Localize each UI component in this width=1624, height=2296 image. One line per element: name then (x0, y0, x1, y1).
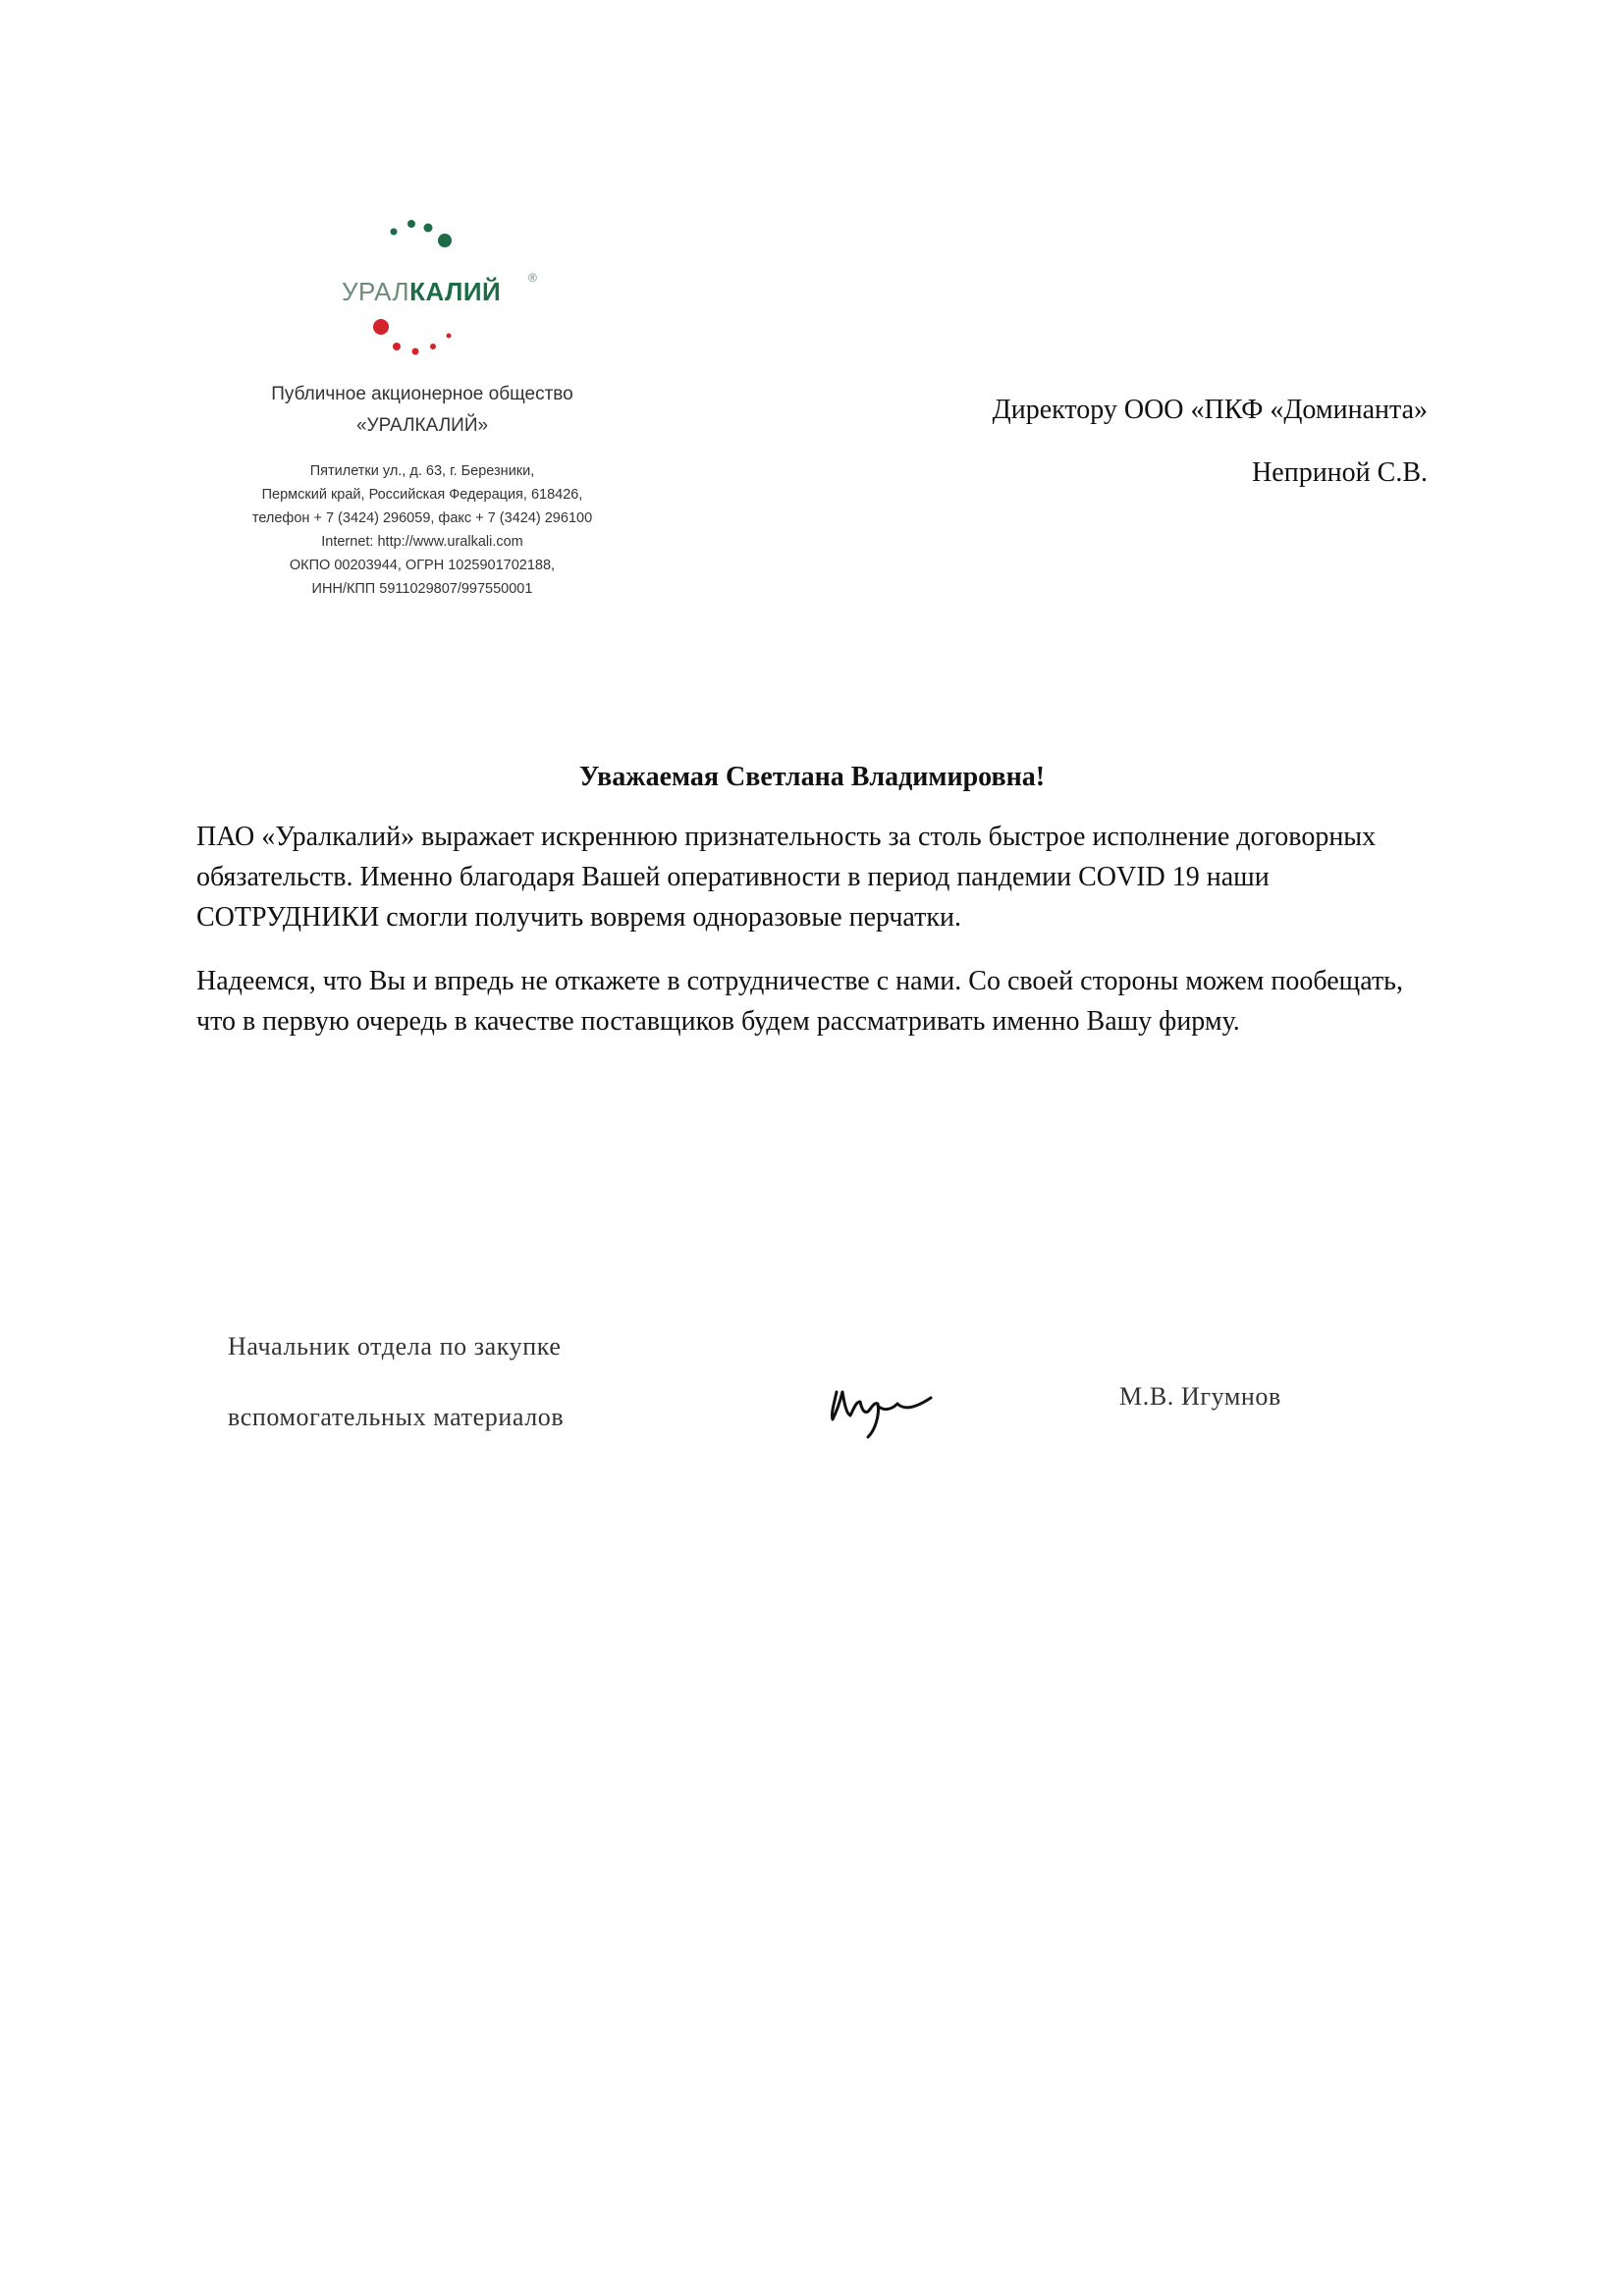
address-line: ОКПО 00203944, ОГРН 1025901702188, (289, 558, 556, 573)
logo-dot (393, 343, 401, 350)
greeting: Уважаемая Светлана Владимировна! (578, 762, 1046, 792)
body-paragraph: Надеемся, что Вы и впредь не откажете в сотрудничестве с нами. Со своей стороны можем пообещать, что в первую очередь в качестве поставщиков будем рассматривать именно Вашу фирму. (196, 966, 1403, 1037)
logo-wordmark: УРАЛКАЛИЙ (342, 277, 502, 306)
letterhead (216, 216, 628, 618)
address-line: ИНН/КПП 5911029807/997550001 (311, 581, 533, 597)
body-paragraph: ПАО «Уралкалий» выражает искреннюю признательность за столь быстрое исполнение договорных обязательств. Именно благодаря Вашей оперативности в период пандемии COVID 19 наши СОТРУДНИКИ смогли получить вовремя одноразовые перчатки. (196, 822, 1377, 933)
recipient-name: Неприной С.В. (1252, 457, 1428, 488)
logo-dot (407, 220, 415, 228)
logo-dot (438, 234, 452, 247)
address-line: телефон + 7 (3424) 296059, факс + 7 (3424) 296100 (251, 510, 593, 526)
recipient-position: Директору ООО «ПКФ «Доминанта» (992, 395, 1428, 425)
registered-mark: ® (528, 271, 537, 285)
logo-dot (424, 224, 433, 233)
logo-dot (391, 229, 398, 236)
company-address (216, 459, 628, 601)
logo-dot (430, 344, 436, 349)
letter-body (196, 817, 1443, 1065)
signatory-name: М.В. Игумнов (1119, 1382, 1281, 1411)
address-line: Пятилетки ул., д. 63, г. Березники, (309, 463, 535, 479)
logo-dot (373, 319, 389, 335)
signatory-title: Начальник отдела по закупке вспомогательных материалов (228, 1332, 565, 1431)
company-name: Публичное акционерное общество «УРАЛКАЛИЙ» (271, 384, 573, 436)
address-line: Internet: http://www.uralkali.com (321, 534, 523, 550)
logo-dot (447, 334, 452, 339)
recipient-block (993, 379, 1428, 505)
logo-dot (412, 348, 419, 355)
address-line: Пермский край, Российская Федерация, 618426, (261, 487, 583, 503)
handwritten-signature (823, 1370, 970, 1449)
